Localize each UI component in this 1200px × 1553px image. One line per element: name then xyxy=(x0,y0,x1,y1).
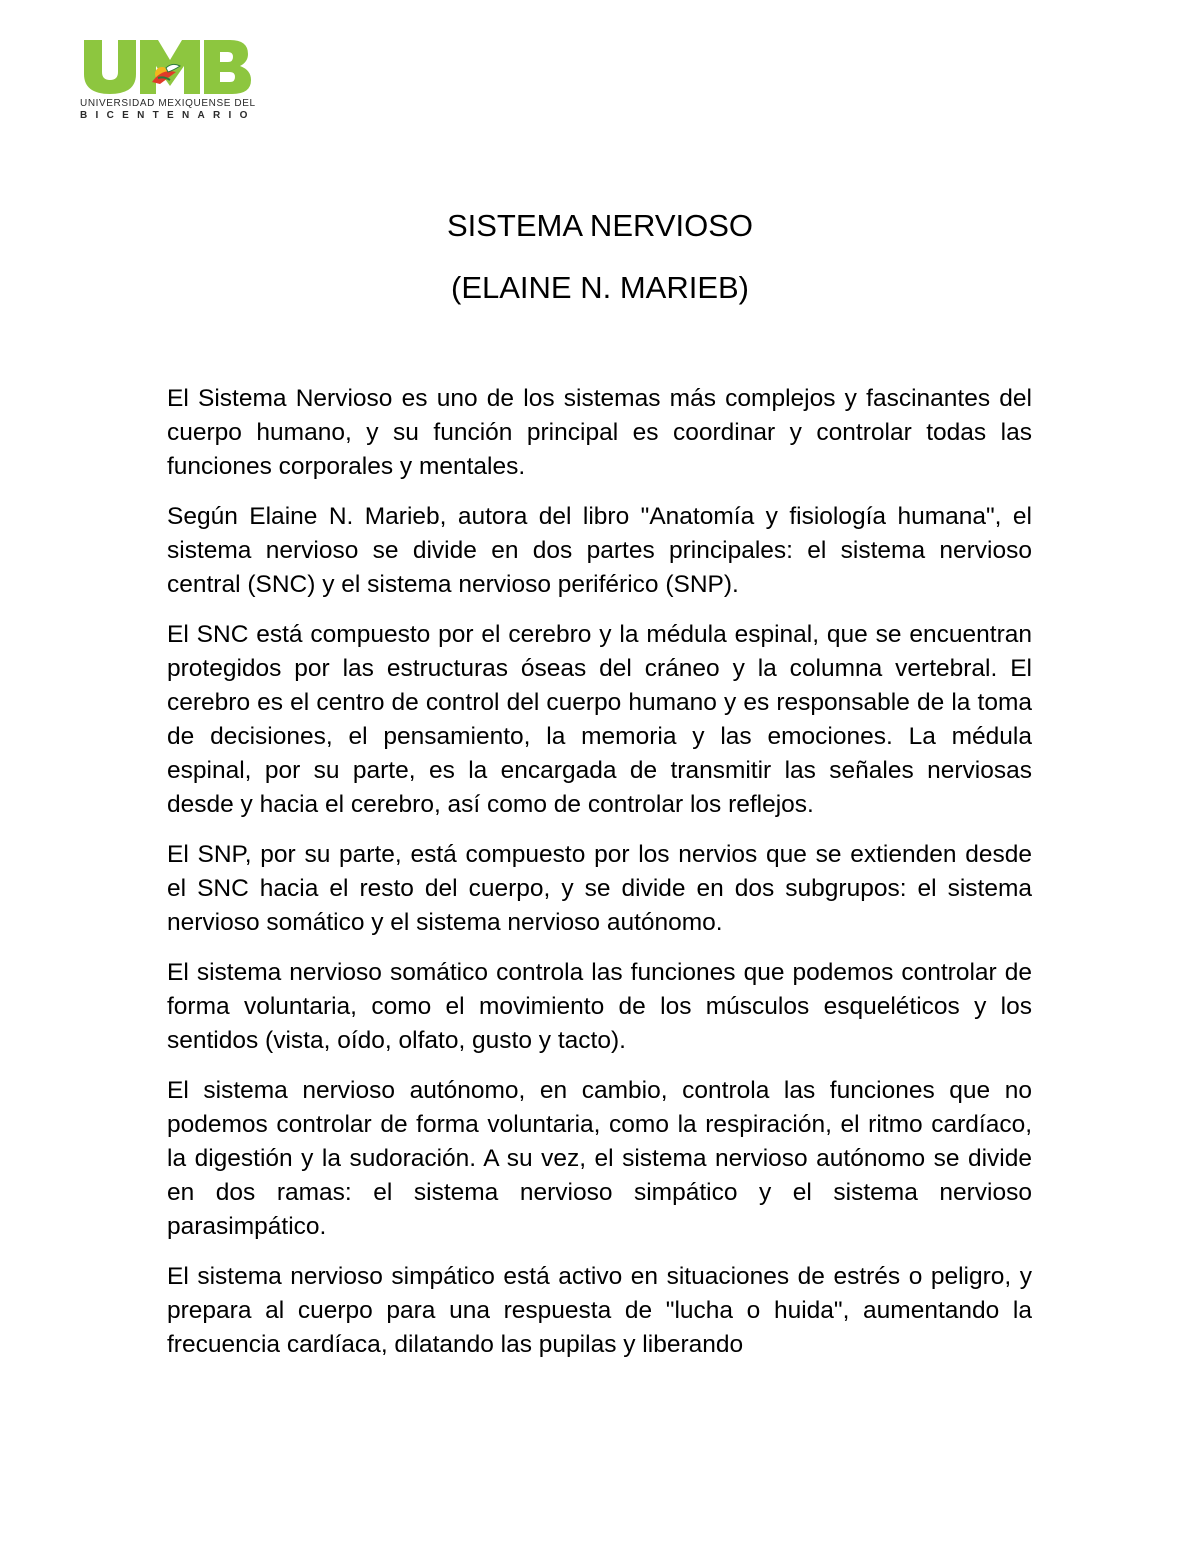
paragraph: El SNC está compuesto por el cerebro y la médula espinal, que se encuentran protegidos por las estructuras óseas del cráneo y la columna vertebral. El cerebro es el centro de control del cuerpo humano y es responsable de la toma de decisiones, el pensamiento, la memoria y las emociones. La médula espinal, por su parte, es la encargada de transmitir las señales nerviosas desde y hacia el cerebro, así como de controlar los reflejos. xyxy=(167,621,1032,818)
paragraph: El Sistema Nervioso es uno de los sistemas más complejos y fascinantes del cuerpo humano, y su función principal es coordinar y controlar todas las funciones corporales y mentales. xyxy=(167,385,1032,480)
umb-logo-mark xyxy=(80,38,255,96)
logo-bicentenario-line: BICENTENARIO xyxy=(80,110,256,121)
umb-logo xyxy=(80,38,255,124)
document-body xyxy=(167,382,1032,1378)
document-subtitle: (ELAINE N. MARIEB) xyxy=(451,270,749,305)
paragraph: El sistema nervioso autónomo, en cambio, controla las funciones que no podemos controlar de forma voluntaria, como la respiración, el ritmo cardíaco, la digestión y la sudoración. A su vez, el sistema nervioso autónomo se divide en dos ramas: el sistema nervioso simpático y el sistema nervioso parasimpático. xyxy=(167,1077,1032,1240)
paragraph: El sistema nervioso simpático está activo en situaciones de estrés o peligro, y prepara al cuerpo para una respuesta de "lucha o huida", aumentando la frecuencia cardíaca, dilatando las pupilas y liberando xyxy=(167,1263,1032,1358)
document-title: SISTEMA NERVIOSO xyxy=(446,208,754,243)
logo-university-line: UNIVERSIDAD MEXIQUENSE DEL xyxy=(80,98,256,109)
paragraph: El SNP, por su parte, está compuesto por los nervios que se extienden desde el SNC hacia el resto del cuerpo, y se divide en dos subgrupos: el sistema nervioso somático y el sistema nervioso autónomo. xyxy=(167,841,1032,936)
paragraph: Según Elaine N. Marieb, autora del libro "Anatomía y fisiología humana", el sistema nervioso se divide en dos partes principales: el sistema nervioso central (SNC) y el sistema nervioso periférico (SNP). xyxy=(167,503,1032,598)
paragraph: El sistema nervioso somático controla las funciones que podemos controlar de forma voluntaria, como el movimiento de los músculos esqueléticos y los sentidos (vista, oído, olfato, gusto y tacto). xyxy=(167,959,1032,1054)
